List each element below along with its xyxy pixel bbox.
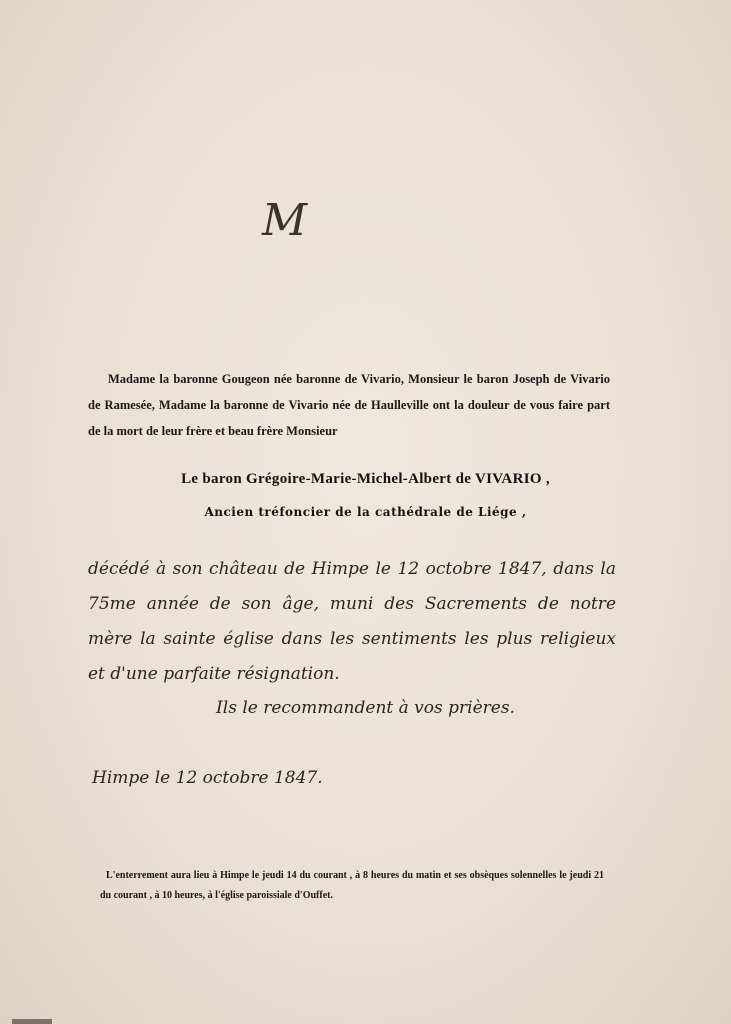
salutation: M — [262, 195, 309, 246]
deceased-name: Le baron Grégoire-Marie-Michel-Albert de VIVARIO , — [181, 471, 550, 487]
funeral-details-paragraph: L'enterrement aura lieu à Himpe le jeudi 14 du courant , à 8 heures du matin et ses obsèques solennelles le jeudi 21 du courant , à 10 heures, à l'église paroissiale d'Ouffet. — [100, 870, 604, 901]
announcement-paragraph: Madame la baronne Gougeon née baronne de Vivario, Monsieur le baron Joseph de Vivario de Ramesée, Madame la baronne de Vivario née de Haulleville ont la douleur de vous faire part de la mort de leur frère et beau frère Monsieur — [88, 372, 610, 438]
place-date-line: Himpe le 12 octobre 1847. — [92, 768, 323, 788]
recommendation-line: Ils le recommandent à vos prières. — [216, 698, 515, 718]
page-edge-mark — [12, 1019, 52, 1024]
deceased-title: Ancien tréfoncier de la cathédrale de Liége , — [204, 505, 527, 519]
death-notice-paragraph: décédé à son château de Himpe le 12 octobre 1847, dans la 75me année de son âge, muni des Sacrements de notre mère la sainte église dans les sentiments les plus religieux et d'une parfaite résignation. — [88, 559, 616, 684]
